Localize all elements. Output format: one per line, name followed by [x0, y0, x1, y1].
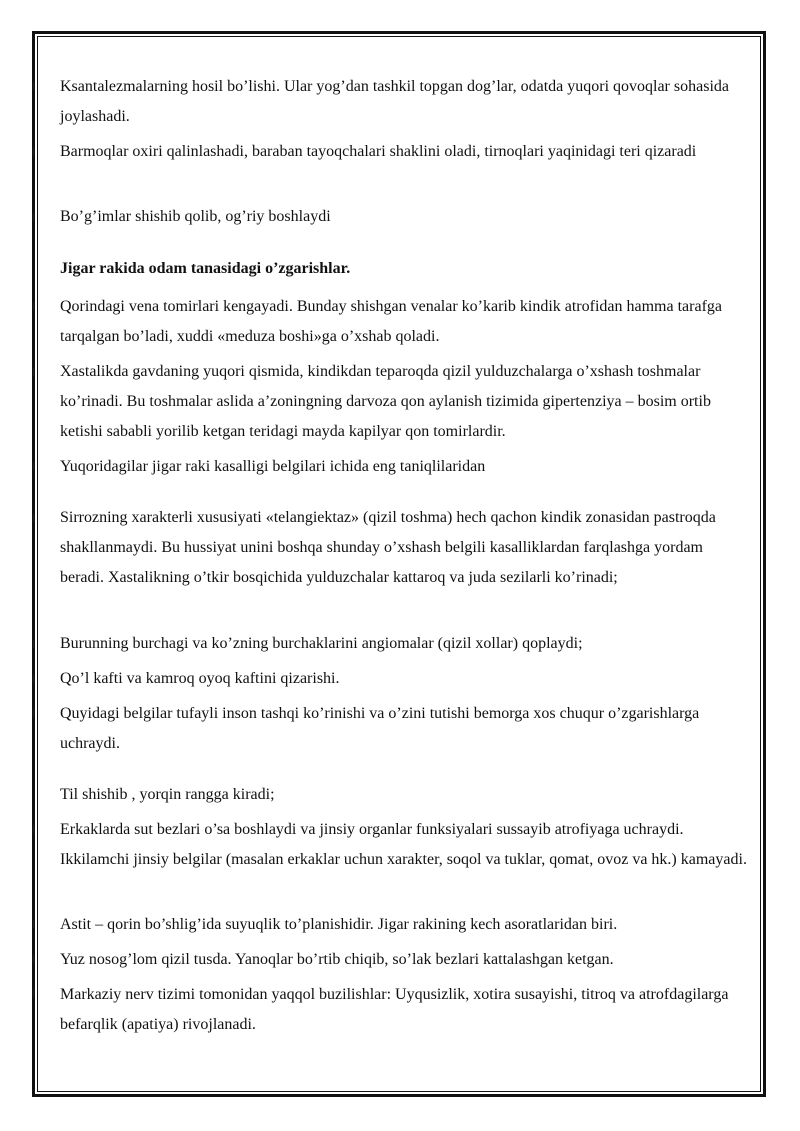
paragraph: Quyidagi belgilar tufayli inson tashqi ko’rinishi va o’zini tutishi bemorga xos chuqur o’zgarishlarga uchraydi.: [60, 705, 700, 752]
bullet-marker: [33, 640, 38, 648]
paragraph: Yuqoridagilar jigar raki kasalligi belgilari ichida eng taniqlilaridan: [60, 458, 486, 475]
bullet-marker: [33, 920, 38, 928]
paragraph: Qorindagi vena tomirlari kengayadi. Bunday shishgan venalar ko’karib kindik atrofidan hamma tarafga tarqalgan bo’ladi, xuddi «meduza boshi»ga o’xshab qoladi.: [60, 298, 723, 345]
paragraph: Xastalikda gavdaning yuqori qismida, kindikdan teparoqda qizil yulduzchalarga o’xshash toshmalar ko’rinadi. Bu toshmalar aslida a’zoningning darvoza qon aylanish tizimida gipertenziya – bosim ortib ketishi sababli yorilib ketgan teridagi mayda kapilyar qon tomirlardir.: [60, 363, 711, 440]
paragraph: Ksantalezmalarning hosil bo’lishi. Ular yog’dan tashkil topgan dog’lar, odatda yuqori qovoqlar sohasida joylashadi.: [60, 78, 729, 125]
paragraph: Astit – qorin bo’shlig’ida suyuqlik to’planishidir. Jigar rakining kech asoratlaridan biri.: [60, 916, 618, 933]
paragraph: Bo’g’imlar shishib qolib, og’riy boshlaydi: [60, 208, 331, 225]
bullet-marker: [33, 675, 38, 683]
section-heading: Jigar rakida odam tanasidagi o’zgarishlar.: [60, 260, 351, 277]
bullet-marker: [33, 514, 38, 522]
bullet-marker: [33, 82, 38, 90]
bullet-marker: [33, 302, 38, 310]
paragraph: Markaziy nerv tizimi tomonidan yaqqol buzilishlar: Uyqusizlik, xotira susayishi, titroq va atrofdagilarga befarqlik (apatiya) rivojlanadi.: [60, 986, 729, 1033]
paragraph: Yuz nosog’lom qizil tusda. Yanoqlar bo’rtib chiqib, so’lak bezlari kattalashgan ketgan.: [60, 951, 614, 968]
bullet-marker: [33, 213, 38, 221]
bullet-marker: [33, 148, 38, 156]
bullet-marker: [33, 825, 38, 833]
paragraph: Sirrozning xarakterli xususiyati «telangiektaz» (qizil toshma) hech qachon kindik zonasidan pastroqda shakllanmaydi. Bu hussiyat unini boshqa shunday o’xshash belgili kasalliklardan farqlashga yordam beradi. Xastalikning o’tkir bosqichida yulduzchalar kattaroq va juda sezilarli ko’rinadi;: [60, 509, 716, 586]
bullet-marker: [33, 368, 38, 376]
paragraph: Barmoqlar oxiri qalinlashadi, baraban tayoqchalari shaklini oladi, tirnoqlari yaqinidagi teri qizaradi: [60, 143, 697, 160]
paragraph: Burunning burchagi va ko’zning burchaklarini angiomalar (qizil xollar) qoplaydi;: [60, 635, 583, 652]
paragraph: Til shishib , yorqin rangga kiradi;: [60, 786, 275, 803]
paragraph: Erkaklarda sut bezlari o’sa boshlaydi va jinsiy organlar funksiyalari sussayib atrofiyaga uchraydi. Ikkilamchi jinsiy belgilar (masalan erkaklar uchun xarakter, soqol va tuklar, qomat, ovoz va hk.) kamayadi.: [60, 821, 747, 868]
paragraph: Qo’l kafti va kamroq oyoq kaftini qizarishi.: [60, 670, 340, 687]
bullet-marker: [33, 955, 38, 963]
bullet-marker: [33, 462, 38, 470]
bullet-marker: [33, 989, 38, 997]
bullet-marker: [33, 709, 38, 717]
